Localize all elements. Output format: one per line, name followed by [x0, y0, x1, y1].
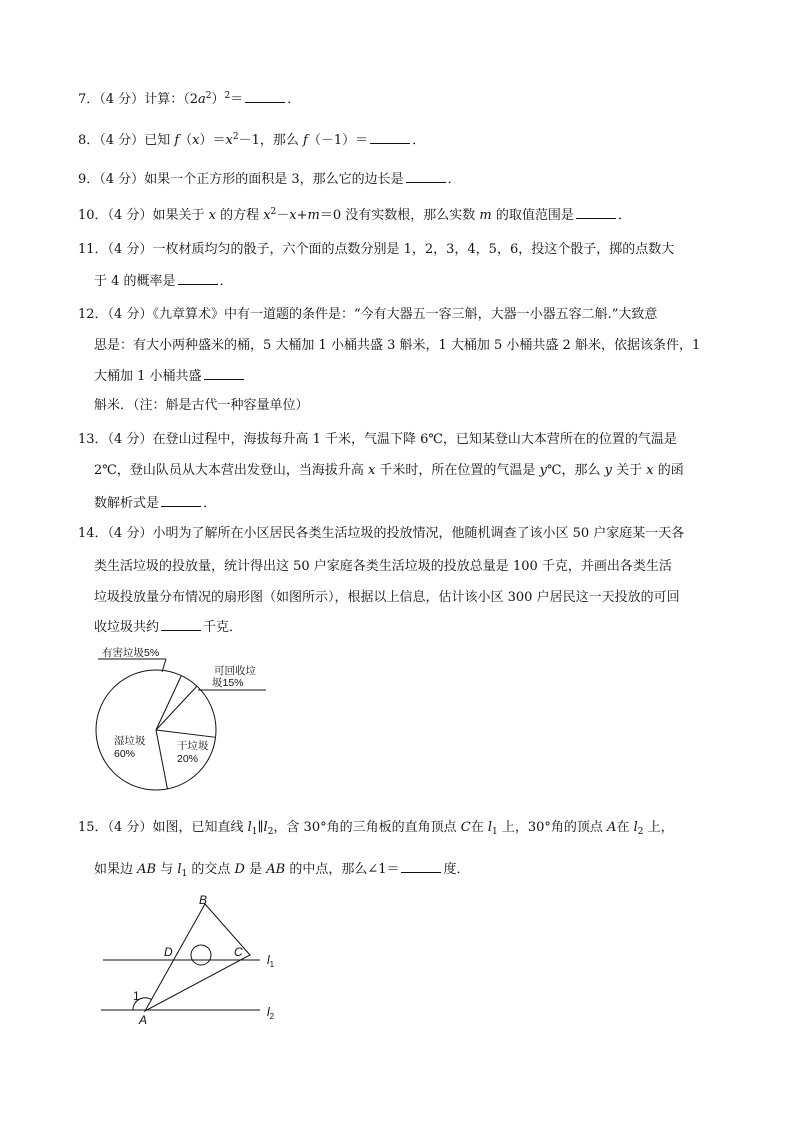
question-10: 10．（4 分）如果关于 x 的方程 $x^2-x+m=0$ 没有实数根，那么实数 m 的取值范围是 ．	[78, 207, 631, 223]
pie-label-wet-2: 60%	[114, 748, 136, 760]
pie-slice-boundary	[156, 686, 197, 730]
question-11-line-2: 于 4 的概率是 ．	[94, 274, 233, 289]
answer-blank	[161, 618, 201, 631]
question-9: 9．（4 分）如果一个正方形的面积是 3，那么它的边长是 ．	[78, 172, 461, 187]
question-15: 15．（4 分）如图，已知直线 $l_1\parallel l_2$，含 30°角的三角板的直角顶点 C在 $l_1$ 上，30°角的顶点 A在 $l_2$ 上，	[78, 820, 674, 837]
question-15-line-2: 如果边 AB 与 $l_1$ 的交点 D 是 AB 的中点，那么∠1＝ 度．	[94, 862, 470, 879]
pie-slice-boundary	[156, 676, 181, 730]
pie-chart-figure	[90, 640, 280, 800]
question-13: 13．（4 分）在登山过程中，海拔每升高 1 千米，气温下降 6℃，已知某登山大本营所在的位置的气温是	[78, 432, 677, 447]
pie-label-wet-1: 湿垃圾	[114, 735, 146, 747]
label-B: B	[199, 893, 208, 907]
pie-label-recyclable-1: 可回收垃	[214, 665, 256, 677]
pie-label-harmful: 有害垃圾5%	[102, 647, 160, 659]
label-l1: $l_1$	[267, 953, 275, 969]
pie-label-recyclable-2: 圾15%	[212, 677, 244, 689]
question-8: 8．（4 分）已知 $f(x)=x^2-1$，那么 f（－1）＝ ．	[78, 132, 426, 148]
answer-blank	[401, 860, 441, 873]
pie-label-dry-1: 干垃圾	[177, 740, 209, 752]
question-7: 7．（4 分）计算：$(2a^2)^2=$ ．	[78, 91, 301, 107]
answer-blank	[204, 367, 244, 380]
pie-slice-boundaries	[156, 676, 216, 789]
label-C: C	[234, 945, 243, 959]
pie-label-dry-2: 20%	[177, 753, 199, 765]
label-D: D	[164, 945, 173, 959]
pie-slice-boundary	[156, 730, 167, 789]
answer-blank	[245, 90, 285, 103]
label-angle-1: 1	[133, 989, 140, 1003]
question-14-line-2: 类生活垃圾的投放量，统计得出这 50 户家庭各类生活垃圾的投放总量是 100 千克，并画出各类生活	[94, 559, 672, 574]
answer-blank	[161, 494, 201, 507]
answer-blank	[576, 206, 616, 219]
question-11: 11．（4 分）一枚材质均匀的骰子，六个面的点数分别是 1，2，3，4，5，6，投这个骰子，掷的点数大	[78, 242, 675, 257]
label-A: A	[139, 1013, 148, 1027]
answer-blank	[370, 131, 410, 144]
question-14: 14．（4 分）小明为了解所在小区居民各类生活垃圾的投放情况，他随机调查了该小区 50 户家庭某一天各	[78, 526, 685, 541]
answer-blank	[406, 170, 446, 183]
triangle-hole	[191, 945, 211, 965]
question-12-line-4: 斛米．（注：斛是古代一种容量单位）	[94, 398, 309, 413]
question-13-line-2: 2℃，登山队员从大本营出发登山，当海拔升高 x 千米时，所在位置的气温是 y℃，那么 y 关于 x 的函	[94, 463, 684, 478]
answer-blank	[178, 272, 218, 285]
question-13-line-3: 数解析式是 ．	[94, 496, 217, 511]
question-number: 7．	[78, 92, 100, 107]
question-12-line-3: 大桶加 1 小桶共盛	[94, 367, 758, 387]
question-14-line-4: 收垃圾共约 千克．	[94, 620, 243, 635]
pie-slice-boundary	[156, 730, 216, 737]
question-14-line-3: 垃圾投放量分布情况的扇形图（如图所示），根据以上信息，估计该小区 300 户居民这一天投放的可回	[94, 590, 680, 605]
question-12-line-2: 思是：有大小两种盛米的桶，5 大桶加 1 小桶共盛 3 斛米，1 大桶加 5 小桶共盛 2 斛米，依据该条件，1	[94, 338, 701, 353]
question-12: 12．（4 分）《九章算术》中有一道题的条件是：“今有大器五一容三斛，大器一小器五容二斛.”大致意	[78, 307, 658, 322]
geometry-figure	[95, 890, 295, 1030]
label-l2: $l_2$	[267, 1005, 275, 1021]
